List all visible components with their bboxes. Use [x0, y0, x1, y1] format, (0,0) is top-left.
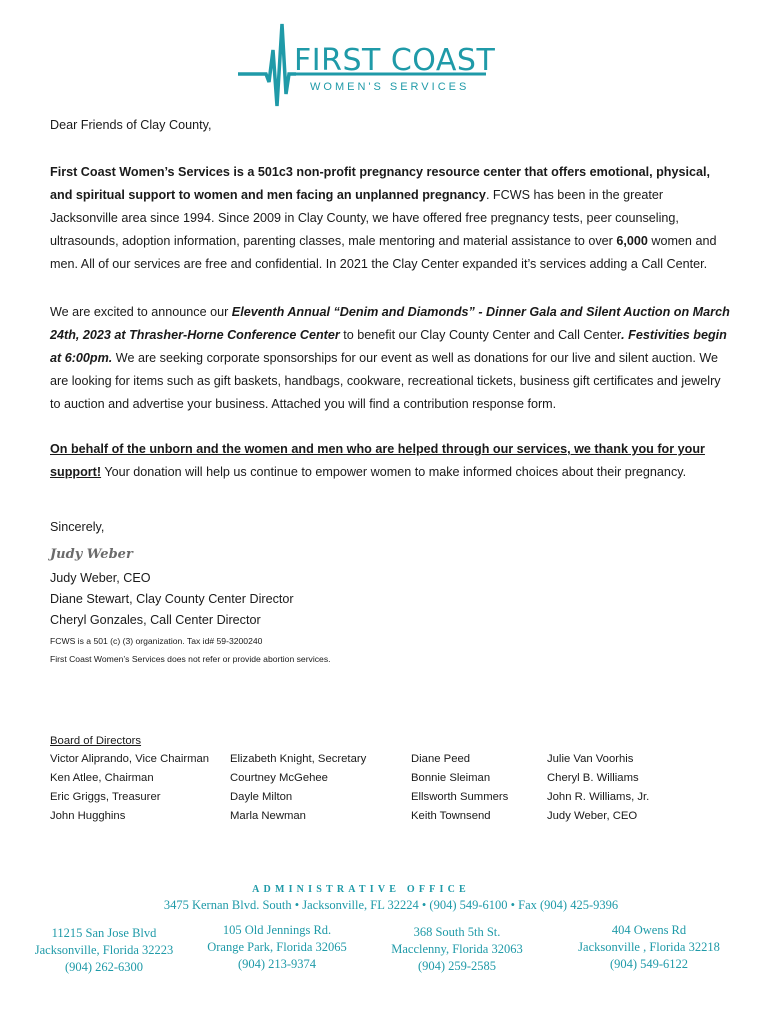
- board-member: Victor Aliprando, Vice Chairman: [50, 753, 210, 765]
- board-member: Courtney McGehee: [230, 772, 328, 784]
- office-street: 105 Old Jennings Rd.: [222, 923, 332, 937]
- request-text: We are seeking corporate sponsorships for our event as well as donations for our live and silent auction. We are looking for items such as gift baskets, handbags, cookware, recreational tickets, business gift certificates and jewelry to auction and advertise your business. Attached you will find a contribution response form.: [50, 351, 721, 411]
- signatory-center-director: Diane Stewart, Clay County Center Director: [50, 592, 294, 606]
- paragraph-intro: [50, 161, 730, 276]
- office-san-jose: [18, 925, 190, 976]
- office-orange-park: [192, 922, 362, 973]
- board-member: Cheryl B. Williams: [547, 772, 639, 784]
- board-member: Diane Peed: [411, 753, 471, 765]
- board-member: Ken Atlee, Chairman: [50, 772, 154, 784]
- office-phone: (904) 262-6300: [64, 960, 144, 974]
- board-member: Bonnie Sleiman: [411, 772, 491, 784]
- org-name: First Coast Women’s Services: [50, 165, 230, 179]
- board-heading: Board of Directors: [50, 735, 142, 747]
- board-member: Judy Weber, CEO: [547, 810, 638, 822]
- donation-text: Your donation will help us continue to empower women to make informed choices about their pregnancy.: [101, 465, 687, 479]
- board-member: John Hugghins: [50, 810, 126, 822]
- board-member: Dayle Milton: [230, 791, 293, 803]
- abortion-disclaimer: First Coast Women’s Services does not refer or provide abortion services.: [50, 654, 331, 664]
- board-member: Eric Griggs, Treasurer: [50, 791, 161, 803]
- benefit-text: to benefit our Clay County Center and Call Center: [339, 328, 622, 342]
- salutation: Dear Friends of Clay County,: [50, 118, 212, 132]
- office-city: Jacksonville, Florida 32223: [34, 943, 174, 957]
- thank-you-text: On behalf of the unborn and the women and men who are helped through our services, we thank you for your support!: [50, 442, 705, 479]
- board-member: Ellsworth Summers: [411, 791, 509, 803]
- admin-office-address: 3475 Kernan Blvd. South • Jacksonville, FL 32224 • (904) 549-6100 • Fax (904) 425-9396: [163, 898, 619, 912]
- board-member: Keith Townsend: [411, 810, 491, 822]
- office-phone: (904) 213-9374: [237, 957, 317, 971]
- office-street: 404 Owens Rd: [611, 923, 687, 937]
- announce-text: We are excited to announce our: [50, 305, 232, 319]
- served-count: 6,000: [616, 234, 648, 248]
- tax-id-note: FCWS is a 501 (c) (3) organization. Tax id# 59-3200240: [50, 636, 263, 646]
- signature: Judy Weber: [50, 547, 133, 562]
- logo-subtitle: WOMEN'S SERVICES: [310, 81, 470, 93]
- office-city: Macclenny, Florida 32063: [391, 942, 523, 956]
- board-member: Elizabeth Knight, Secretary: [230, 753, 367, 765]
- office-macclenny: [372, 924, 542, 975]
- office-street: 368 South 5th St.: [413, 925, 501, 939]
- office-phone: (904) 549-6122: [609, 957, 689, 971]
- signatory-call-center-director: Cheryl Gonzales, Call Center Director: [50, 613, 261, 627]
- paragraph-event: [50, 301, 730, 416]
- board-member: Julie Van Voorhis: [547, 753, 634, 765]
- logo: [236, 20, 496, 112]
- office-phone: (904) 259-2585: [417, 959, 497, 973]
- event-name: Eleventh Annual “Denim and Diamonds” - Dinner Gala and Silent Auction on March 24th, 2023 at Thrasher-Horne Conference Center: [50, 305, 730, 342]
- event-time: . Festivities begin at 6:00pm.: [50, 328, 727, 365]
- office-owens: [566, 922, 732, 973]
- board-member: John R. Williams, Jr.: [547, 791, 650, 803]
- services-text: women and men. All of our services are free and confidential. In 2021 the Clay Center expanded it’s services adding a Call Center.: [50, 234, 717, 271]
- office-city: Orange Park, Florida 32065: [207, 940, 347, 954]
- history-text: . FCWS has been in the greater Jacksonville area since 1994. Since 2009 in Clay County, we have offered free pregnancy tests, peer counseling, ultrasounds, adoption information, parenting classes, male mentoring and material assistance to over: [50, 188, 679, 248]
- closing: Sincerely,: [50, 520, 105, 534]
- signatory-ceo: Judy Weber, CEO: [50, 571, 151, 585]
- office-street: 11215 San Jose Blvd: [51, 926, 157, 940]
- office-city: Jacksonville , Florida 32218: [578, 940, 720, 954]
- mission-statement: is a 501c3 non-profit pregnancy resource center that offers emotional, physical, and spiritual support to women and men facing an unplanned pregnancy: [50, 165, 710, 202]
- board-member: Marla Newman: [230, 810, 306, 822]
- logo-title: FIRST COAST: [294, 43, 496, 78]
- admin-office-title: ADMINISTRATIVE OFFICE: [252, 884, 470, 895]
- paragraph-thanks: [50, 438, 730, 484]
